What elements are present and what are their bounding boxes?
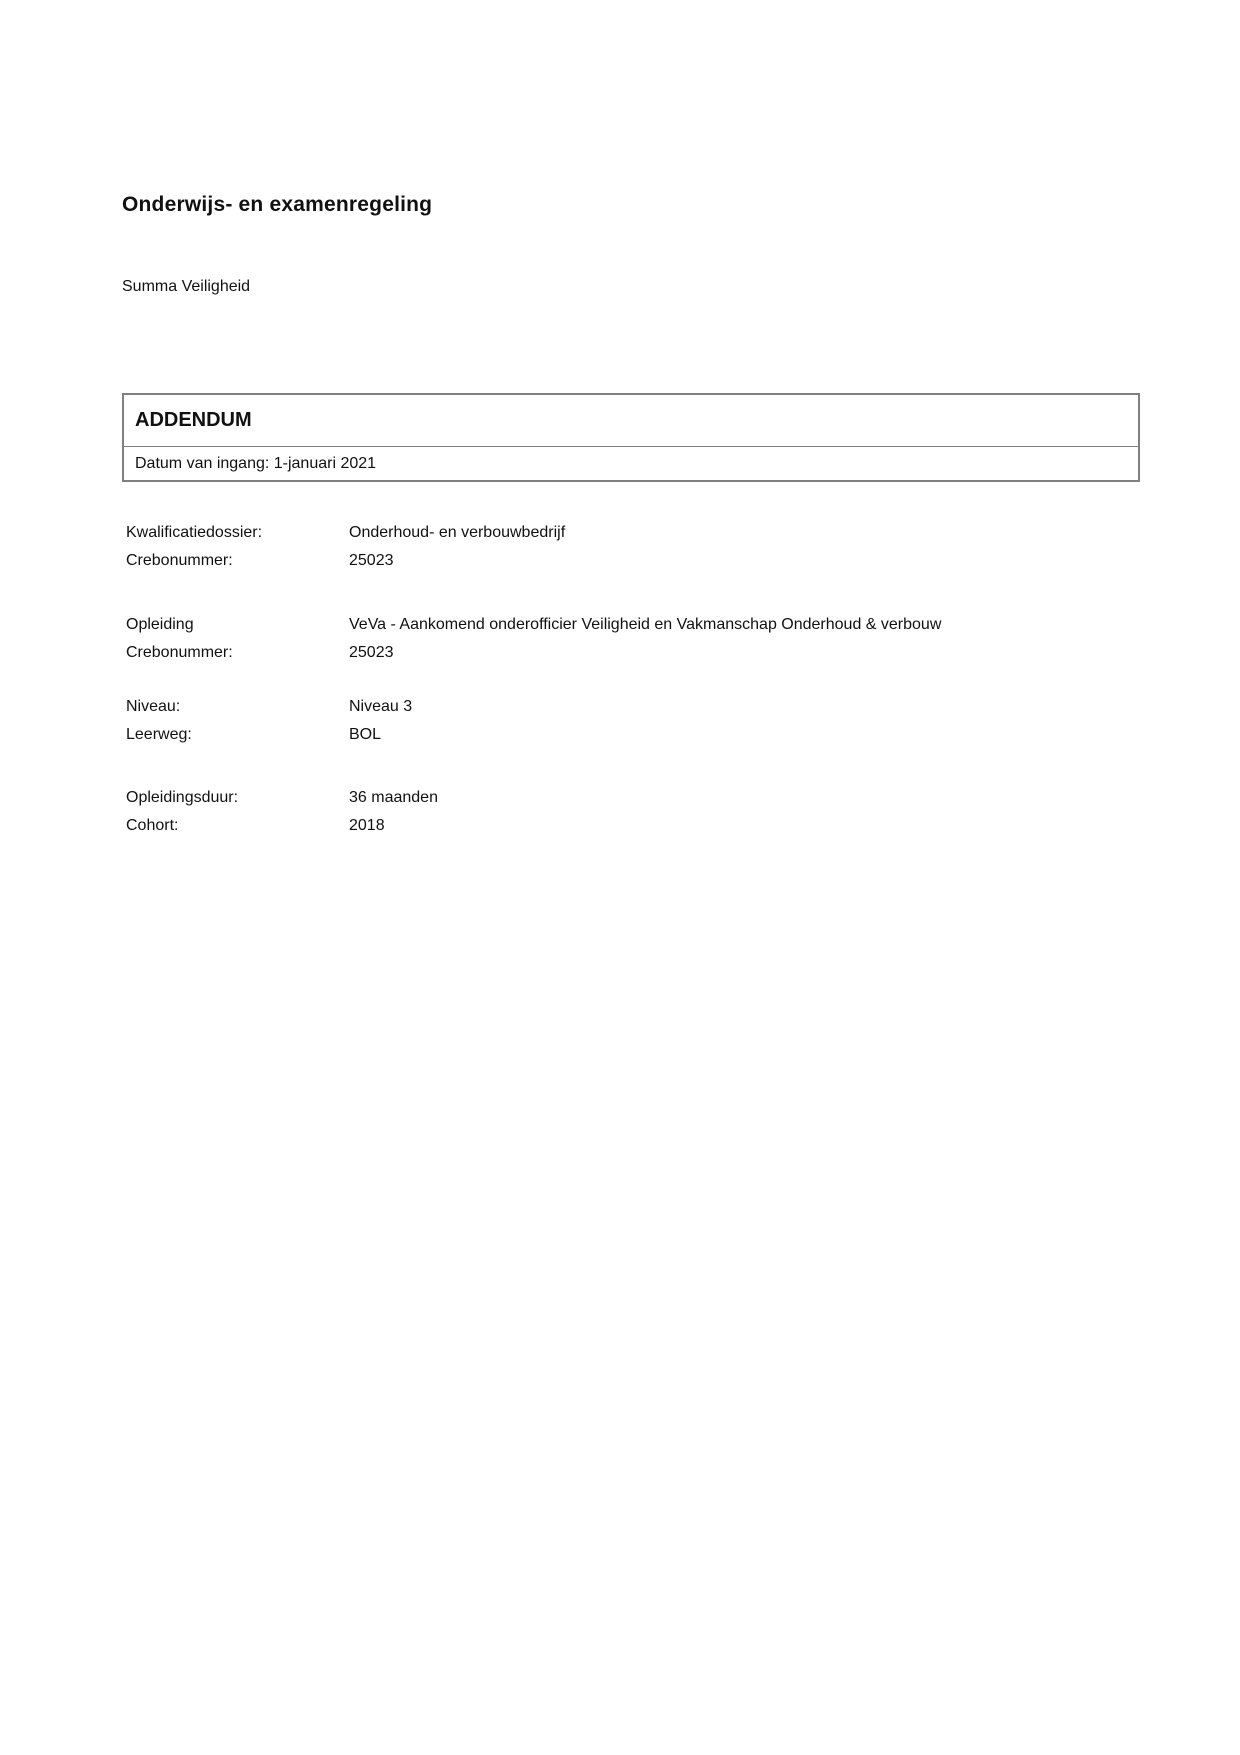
detail-label: Cohort: xyxy=(126,817,179,834)
document-subtitle: Summa Veiligheid xyxy=(122,278,251,295)
detail-label: Kwalificatiedossier: xyxy=(126,524,263,541)
document-title: Onderwijs- en examenregeling xyxy=(122,193,433,216)
detail-row-crebonummer xyxy=(126,547,1180,575)
detail-label: Crebonummer: xyxy=(126,552,233,569)
detail-value: Onderhoud- en verbouwbedrijf xyxy=(349,524,566,541)
detail-label: Niveau: xyxy=(126,698,181,715)
detail-value: 25023 xyxy=(349,644,394,661)
detail-label: Leerweg: xyxy=(126,726,192,743)
details-group-niveau-leerweg xyxy=(126,693,1180,749)
addendum-box xyxy=(122,393,1140,482)
detail-value: 36 maanden xyxy=(349,789,438,806)
detail-value: 25023 xyxy=(349,552,394,569)
detail-value: 2018 xyxy=(349,817,385,834)
details-group-kwalificatiedossier xyxy=(126,519,1180,575)
detail-label: Opleiding xyxy=(126,616,194,633)
detail-row-opleidingsduur xyxy=(126,784,1180,812)
detail-label: Crebonummer: xyxy=(126,644,233,661)
detail-row-cohort xyxy=(126,812,1180,840)
detail-row-kwalificatiedossier xyxy=(126,519,1180,547)
detail-row-leerweg xyxy=(126,721,1180,749)
details-group-opleiding xyxy=(126,611,1180,667)
addendum-header: ADDENDUM xyxy=(124,395,1138,447)
detail-row-crebonummer xyxy=(126,639,1180,667)
detail-value: VeVa - Aankomend onderofficier Veiligheid en Vakmanschap Onderhoud & verbouw xyxy=(349,616,942,633)
detail-value: Niveau 3 xyxy=(349,698,413,715)
detail-value: BOL xyxy=(349,726,382,743)
detail-label: Opleidingsduur: xyxy=(126,789,239,806)
detail-row-opleiding xyxy=(126,611,1180,639)
detail-row-niveau xyxy=(126,693,1180,721)
addendum-date-row: Datum van ingang: 1-januari 2021 xyxy=(135,454,377,472)
details-group-opleidingsduur-cohort xyxy=(126,784,1180,840)
